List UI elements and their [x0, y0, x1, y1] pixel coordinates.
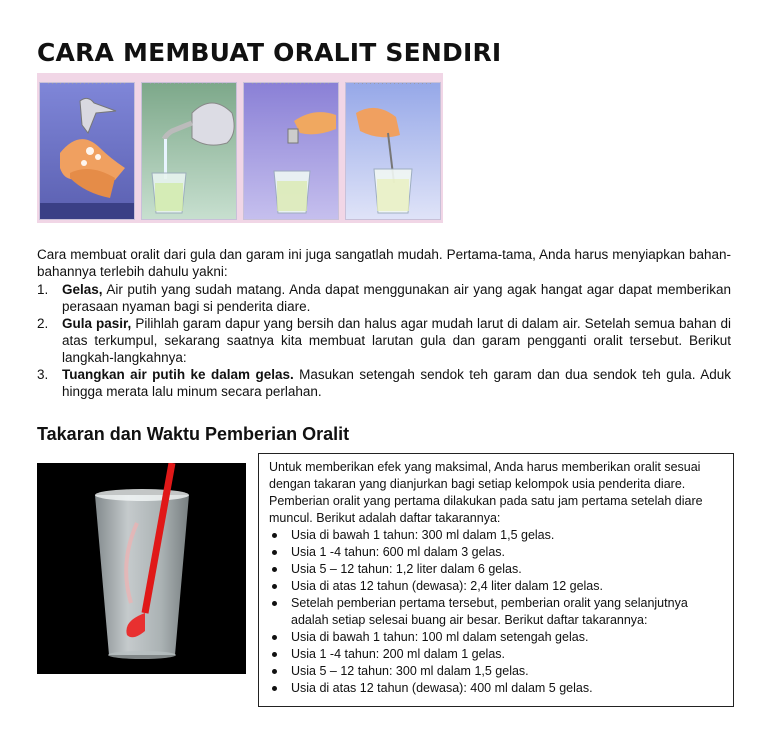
page-title: CARA MEMBUAT ORALIT SENDIRI	[37, 38, 502, 67]
dosage-box	[258, 453, 734, 707]
oralit-glass-photo	[37, 463, 246, 674]
step-heading: Gula pasir,	[62, 316, 132, 331]
list-item: Usia 5 – 12 tahun: 300 ml dalam 1,5 gelas.	[269, 663, 724, 680]
step-text: Air putih yang sudah matang. Anda dapat menggunakan air yang agak hangat agar dapat memberikan perasaan nyaman bagi si penderita diare.	[62, 282, 731, 314]
step-number: 3.	[37, 367, 49, 382]
intro-paragraph: Cara membuat oralit dari gula dan garam ini juga sangatlah mudah. Pertama-tama, Anda harus menyiapkan bahan-bahannya terlebih dahulu yakni:	[37, 247, 731, 279]
list-item	[37, 281, 731, 315]
step-text: Pilihlah garam dapur yang bersih dan halus agar mudah larut di dalam air. Setelah semua bahan di atas terkumpul, sekarang saatnya kita membuat larutan gula dan garam pengganti oralit tersebut. Berikut langkah-langkahnya:	[62, 316, 732, 365]
panel-stirring	[345, 82, 441, 220]
list-item	[37, 315, 731, 366]
step-heading: Tuangkan air putih ke dalam gelas.	[62, 367, 294, 382]
step-text: Masukan setengah sendok teh garam dan dua sendok teh gula. Aduk hingga merata lalu minum secara perlahan.	[62, 367, 732, 399]
list-item	[37, 366, 731, 400]
panel-adding-salt	[243, 82, 339, 220]
steps-list	[37, 281, 731, 400]
list-item: Usia di atas 12 tahun (dewasa): 2,4 liter dalam 12 gelas.	[269, 578, 724, 595]
panel-hand-washing	[39, 82, 135, 220]
illustration-strip	[37, 73, 443, 223]
step-number: 1.	[37, 282, 49, 297]
list-item: Setelah pemberian pertama tersebut, pemberian oralit yang selanjutnya adalah setiap selesai buang air besar. Berikut daftar takarannya:	[269, 595, 724, 629]
dosage-intro: Untuk memberikan efek yang maksimal, Anda harus memberikan oralit sesuai dengan takaran yang dianjurkan bagi setiap kelompok usia penderita diare. Pemberian oralit yang pertama dilakukan pada satu jam pertama setelah diare muncul. Berikut adalah daftar takarannya:	[269, 460, 703, 525]
list-item: Usia di bawah 1 tahun: 100 ml dalam setengah gelas.	[269, 629, 724, 646]
list-item: Usia 1 -4 tahun: 200 ml dalam 1 gelas.	[269, 646, 724, 663]
step-heading: Gelas,	[62, 282, 103, 297]
panel-pouring-water	[141, 82, 237, 220]
list-item: Usia di bawah 1 tahun: 300 ml dalam 1,5 gelas.	[269, 527, 724, 544]
list-item: Usia 5 – 12 tahun: 1,2 liter dalam 6 gelas.	[269, 561, 724, 578]
dosage-list	[269, 527, 724, 697]
section-title: Takaran dan Waktu Pemberian Oralit	[37, 424, 350, 444]
list-item: Usia di atas 12 tahun (dewasa): 400 ml dalam 5 gelas.	[269, 680, 724, 697]
step-number: 2.	[37, 316, 49, 331]
list-item: Usia 1 -4 tahun: 600 ml dalam 3 gelas.	[269, 544, 724, 561]
